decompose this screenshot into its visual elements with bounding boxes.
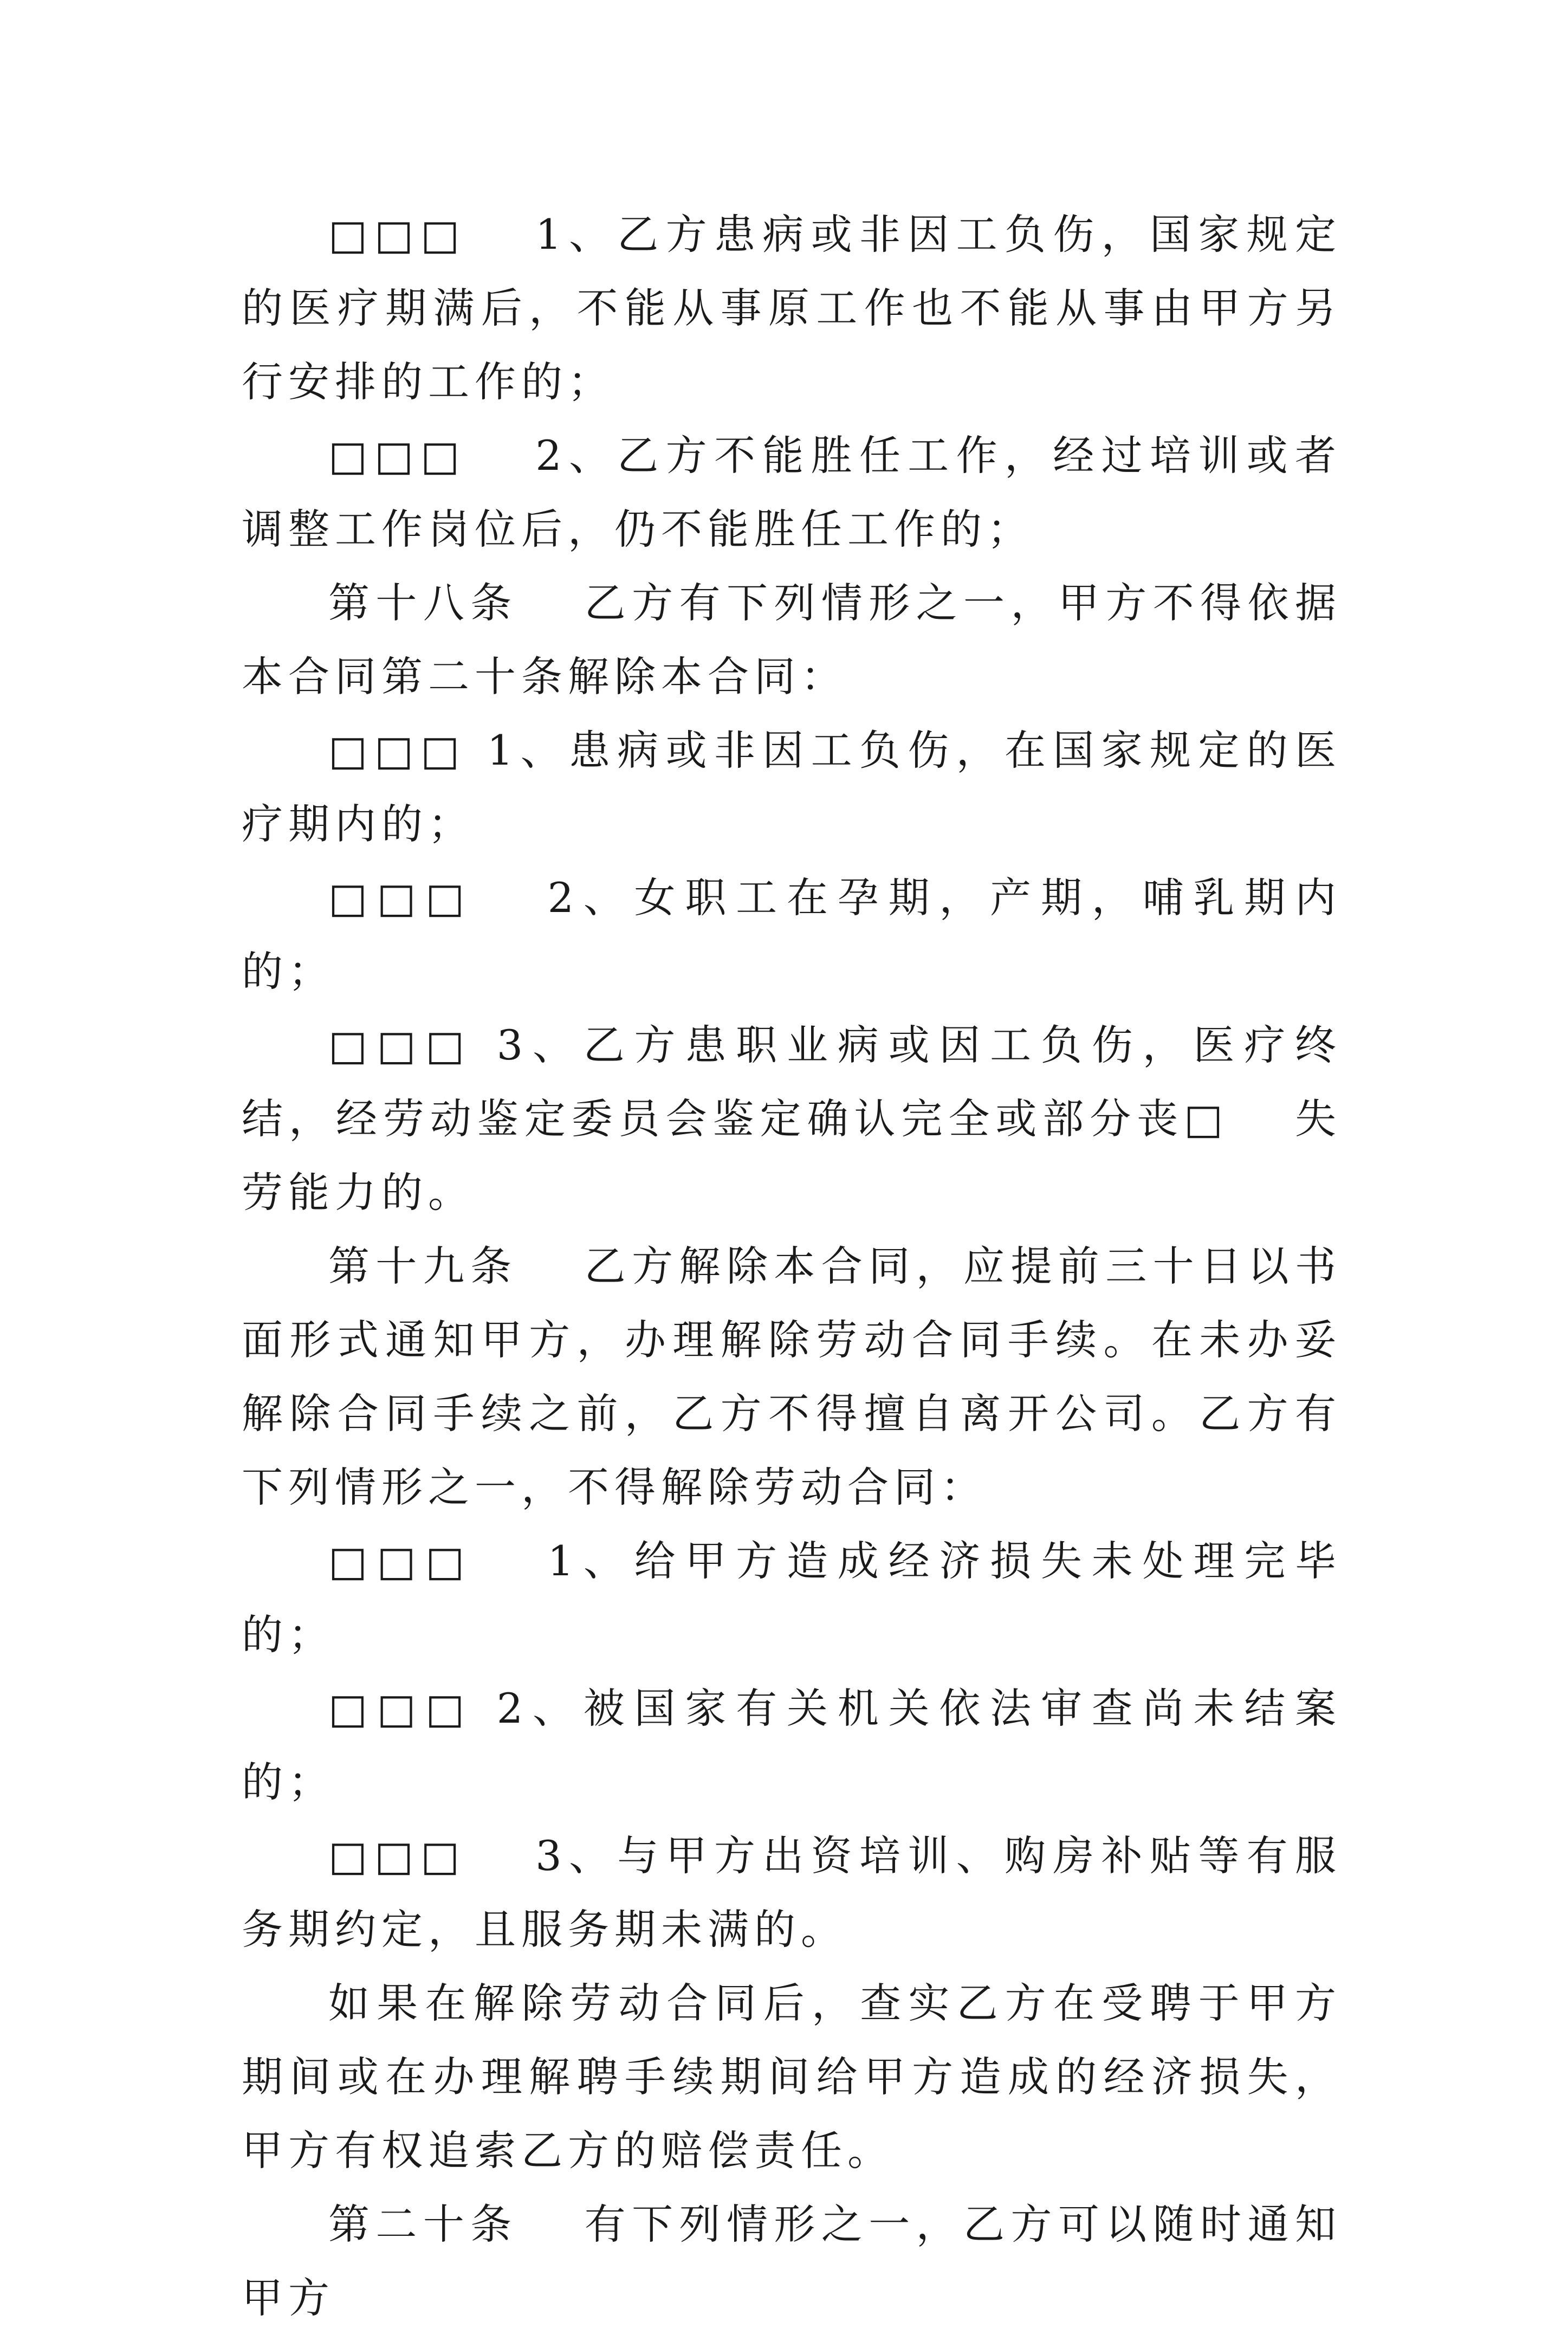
paragraph-article-20: 第二十条 有下列情形之一，乙方可以随时通知甲方 xyxy=(242,2200,1342,2322)
paragraph-clause-2: □□□ 2、乙方不能胜任工作，经过培训或者调整工作岗位后，仍不能胜任工作的； xyxy=(242,431,1342,553)
paragraph-liability: 如果在解除劳动合同后，查实乙方在受聘于甲方期间或在办理解聘手续期间给甲方造成的经济损失，甲方有权追索乙方的赔偿责任。 xyxy=(242,1979,1342,2175)
paragraph-article-18-item-2: □□□ 2、女职工在孕期，产期，哺乳期内的； xyxy=(242,874,1342,995)
paragraph-article-19-item-2: □□□ 2、被国家有关机关依法审查尚未结案的； xyxy=(242,1684,1342,1806)
paragraph-clause-1: □□□ 1、乙方患病或非因工负伤，国家规定的医疗期满后，不能从事原工作也不能从事由甲方另行安排的工作的； xyxy=(242,210,1342,406)
paragraph-article-19-item-1: □□□ 1、给甲方造成经济损失未处理完毕的； xyxy=(242,1537,1342,1659)
paragraph-article-18-item-3: □□□ 3、乙方患职业病或因工负伤，医疗终结，经劳动鉴定委员会鉴定确认完全或部分丧□ 失劳能力的。 xyxy=(242,1021,1342,1217)
paragraph-article-18-item-1: □□□ 1、患病或非因工负伤，在国家规定的医疗期内的； xyxy=(242,726,1342,848)
paragraph-article-19-item-3: □□□ 3、与甲方出资培训、购房补贴等有服务期约定，且服务期未满的。 xyxy=(242,1832,1342,1954)
paragraph-article-19: 第十九条 乙方解除本合同，应提前三十日以书面形式通知甲方，办理解除劳动合同手续。在未办妥解除合同手续之前，乙方不得擅自离开公司。乙方有下列情形之一，不得解除劳动合同： xyxy=(242,1242,1342,1511)
document-body xyxy=(242,198,1342,2335)
paragraph-article-18: 第十八条 乙方有下列情形之一，甲方不得依据本合同第二十条解除本合同： xyxy=(242,579,1342,701)
